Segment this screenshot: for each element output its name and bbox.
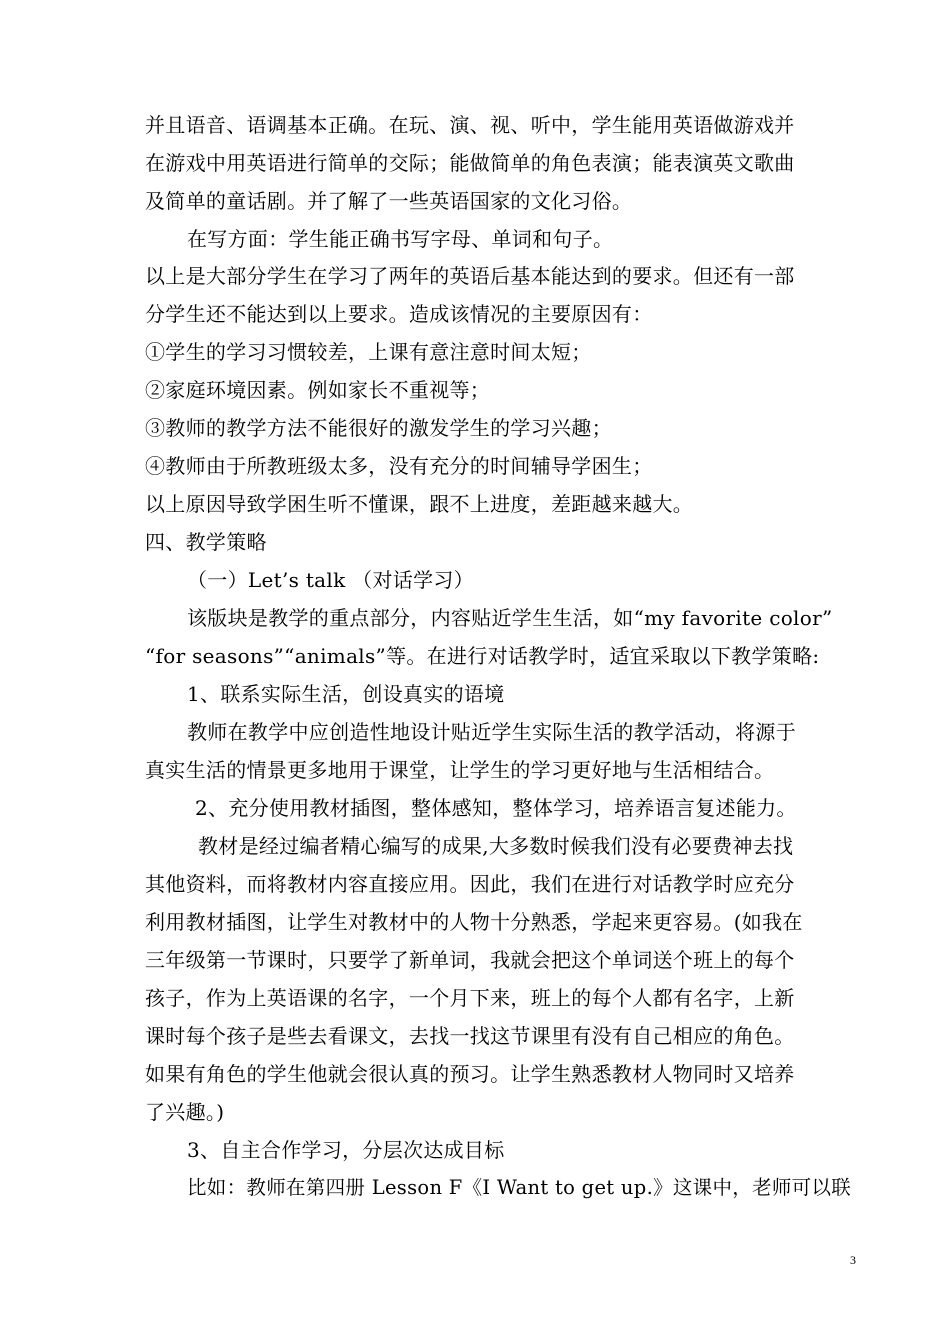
body-text-line: 及简单的童话剧。并了解了一些英语国家的文化习俗。 [145, 189, 633, 213]
section-heading: 四、教学策略 [145, 530, 267, 554]
body-text-line: 利用教材插图，让学生对教材中的人物十分熟悉，学起来更容易。(如我在 [145, 910, 803, 934]
body-text-line: 该版块是教学的重点部分，内容贴近学生生活，如“my favorite color” [187, 606, 833, 630]
body-text-line: 真实生活的情景更多地用于课堂，让学生的学习更好地与生活相结合。 [145, 758, 775, 782]
body-text-line: 在写方面：学生能正确书写字母、单词和句子。 [187, 227, 614, 251]
body-text-line: 如果有角色的学生他就会很认真的预习。让学生熟悉教材人物同时又培养 [145, 1062, 795, 1086]
body-text-line: 并且语音、语调基本正确。在玩、演、视、听中，学生能用英语做游戏并 [145, 113, 795, 137]
body-text-line: “for seasons”“animals”等。在进行对话教学时，适宜采取以下教学策略: [145, 644, 820, 668]
body-text-line: 了兴趣。) [145, 1100, 225, 1124]
subsection-heading: 1、联系实际生活，创设真实的语境 [187, 682, 505, 706]
list-item: ④教师由于所教班级太多，没有充分的时间辅导学困生； [145, 454, 653, 478]
body-text-line: 孩子，作为上英语课的名字，一个月下来，班上的每个人都有名字，上新 [145, 986, 795, 1010]
body-text-line: 教材是经过编者精心编写的成果,大多数时候我们没有必要费神去找 [198, 834, 794, 858]
page-number: 3 [850, 1253, 856, 1267]
subsection-heading: 2、充分使用教材插图，整体感知，整体学习，培养语言复述能力。 [195, 796, 797, 820]
body-text-line: 分学生还不能达到以上要求。造成该情况的主要原因有： [145, 302, 653, 326]
body-text-line: 其他资料，而将教材内容直接应用。因此，我们在进行对话教学时应充分 [145, 872, 795, 896]
body-text-line: 以上原因导致学困生听不懂课，跟不上进度，差距越来越大。 [145, 492, 694, 516]
list-item: ①学生的学习习惯较差，上课有意注意时间太短； [145, 340, 592, 364]
body-text-line: 课时每个孩子是些去看课文，去找一找这节课里有没有自己相应的角色。 [145, 1024, 795, 1048]
list-item: ③教师的教学方法不能很好的激发学生的学习兴趣； [145, 416, 612, 440]
body-text-line: 教师在教学中应创造性地设计贴近学生实际生活的教学活动，将源于 [187, 720, 796, 744]
body-text-line: 比如：教师在第四册 Lesson F《I Want to get up.》这课中，老师可以联 [187, 1176, 852, 1199]
body-text-line: 在游戏中用英语进行简单的交际；能做简单的角色表演；能表演英文歌曲 [145, 151, 795, 175]
subsection-heading: 3、自主合作学习，分层次达成目标 [187, 1138, 505, 1162]
subsection-heading: （一）Let’s talk （对话学习） [187, 568, 474, 592]
body-text-line: 三年级第一节课时，只要学了新单词，我就会把这个单词送个班上的每个 [145, 948, 795, 972]
body-text-line: 以上是大部分学生在学习了两年的英语后基本能达到的要求。但还有一部 [145, 264, 795, 288]
list-item: ②家庭环境因素。例如家长不重视等； [145, 378, 491, 402]
